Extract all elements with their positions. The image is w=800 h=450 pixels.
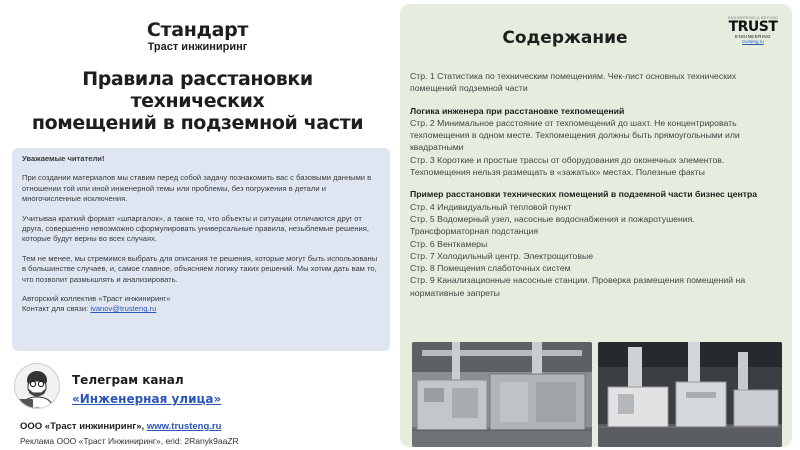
- logo-subtext: ENGINEERING: [735, 34, 771, 39]
- toc-section-heading: [410, 188, 782, 200]
- toc-block-2: [410, 117, 782, 178]
- toc-line: помещений подземной части: [410, 83, 528, 94]
- header-subtitle: Траст инжиниринг: [147, 41, 248, 53]
- toc-section-heading: [410, 105, 782, 117]
- page-title-line-2: помещений в подземной части: [31, 112, 364, 134]
- toc-line: квадратными: [410, 142, 464, 153]
- toc-line: Стр. 6 Венткамеры: [410, 238, 488, 249]
- contents-title: Содержание: [502, 28, 628, 48]
- plant-room-photo-2: [598, 342, 782, 447]
- logo-url: trusteng.ru: [742, 39, 764, 44]
- toc-line: Стр. 5 Водомерный узел, насосные водоснабжения и пожаротушения.: [410, 213, 695, 224]
- footer-company-name: ООО «Траст инжиниринг»,: [20, 421, 147, 432]
- email-link[interactable]: ivanov@trusteng.ru: [90, 304, 157, 314]
- note-paragraph-3: Тем не менее, мы стремимся выбрать для описания те решения, которые могут быть использованы в большинстве случаев, и, самое главное, объясняем логику таких решений. Мы хотим дать вам то, что позволит размышлять и анализировать.: [22, 253, 378, 284]
- note-signature: Авторский коллектив «Траст инжиниринг»: [22, 294, 171, 304]
- toc-line: Стр. 1 Статистика по техническим помещениям. Чек-лист основных технических: [410, 71, 737, 81]
- ventilation-units-photo-icon: [412, 342, 592, 447]
- contents-list: [410, 70, 782, 299]
- avatar: [14, 363, 60, 409]
- engineer-avatar-icon: [15, 364, 59, 408]
- toc-block-1: [410, 70, 782, 95]
- toc-line: техпомещения в одном месте. Техпомещения должны быть прямоугольными или: [410, 130, 740, 141]
- footer-company: [20, 421, 221, 432]
- toc-line: Логика инженера при расстановке техпомещений: [410, 105, 625, 116]
- toc-line: нормативные запреты: [410, 287, 500, 298]
- note-paragraph-2: Учитывая краткий формат «шпаргалок», а также то, что объекты и ситуации отличаются друг от друга, совершенно невозможно сформулировать универсальные правила, незыблемые решения, которые будут верны во всех случаях.: [22, 213, 370, 244]
- toc-line: Трансформаторная подстанция: [410, 226, 539, 237]
- logo-wordmark: TRUST: [728, 19, 778, 35]
- toc-line: Стр. 2 Минимальное расстояние от техпомещений до шахт. Не концентрировать: [410, 117, 737, 128]
- toc-block-3: [410, 201, 782, 299]
- note-contact: [22, 304, 380, 314]
- toc-line: Стр. 7 Холодильный центр. Электрощитовые: [410, 250, 594, 261]
- toc-line: Стр. 3 Короткие и простые трассы от оборудования до оконечных элементов.: [410, 154, 725, 165]
- toc-line: Техпомещения нельзя размещать в «зажатых» местах. Полезные факты: [410, 167, 705, 178]
- toc-line: Стр. 8 Помещения слаботочных систем: [410, 263, 571, 274]
- page-title-line-1: Правила расстановки технических: [82, 68, 313, 112]
- telegram-label: Телеграм канал: [72, 373, 184, 387]
- trust-logo: [728, 16, 778, 44]
- page-title: [20, 68, 375, 134]
- toc-line: Стр. 4 Индивидуальный тепловой пункт: [410, 201, 572, 212]
- note-greeting: Уважаемые читатели!: [22, 154, 105, 163]
- footer-ad: Реклама ООО «Траст Инжиниринг», erid: 2Ranyk9aaZR: [20, 436, 239, 446]
- telegram-channel-link[interactable]: «Инженерная улица»: [72, 392, 222, 406]
- left-panel: [0, 0, 395, 450]
- technical-room-photo-icon: [598, 342, 782, 447]
- note-paragraph-1: При создании материалов мы ставим перед собой задачу познакомить вас с базовыми данными в отношении той или иной инженерной темы или проблемы, без погружения в детали и многочисленные исключения.: [22, 173, 372, 204]
- plant-room-photo-1: [412, 342, 592, 447]
- logo-tagline: ENGINEERING & BEYOND: [728, 16, 778, 20]
- contact-label: Контакт для связи:: [22, 304, 91, 314]
- reader-note: [12, 148, 390, 351]
- toc-line: Пример расстановки технических помещений в подземной части бизнес центра: [410, 189, 758, 200]
- contents-panel: [400, 4, 792, 447]
- website-link[interactable]: www.trusteng.ru: [146, 421, 222, 432]
- toc-line: Стр. 9 Канализационные насосные станции. Проверка размещения помещений на: [410, 275, 746, 286]
- header-title: Стандарт: [146, 19, 249, 41]
